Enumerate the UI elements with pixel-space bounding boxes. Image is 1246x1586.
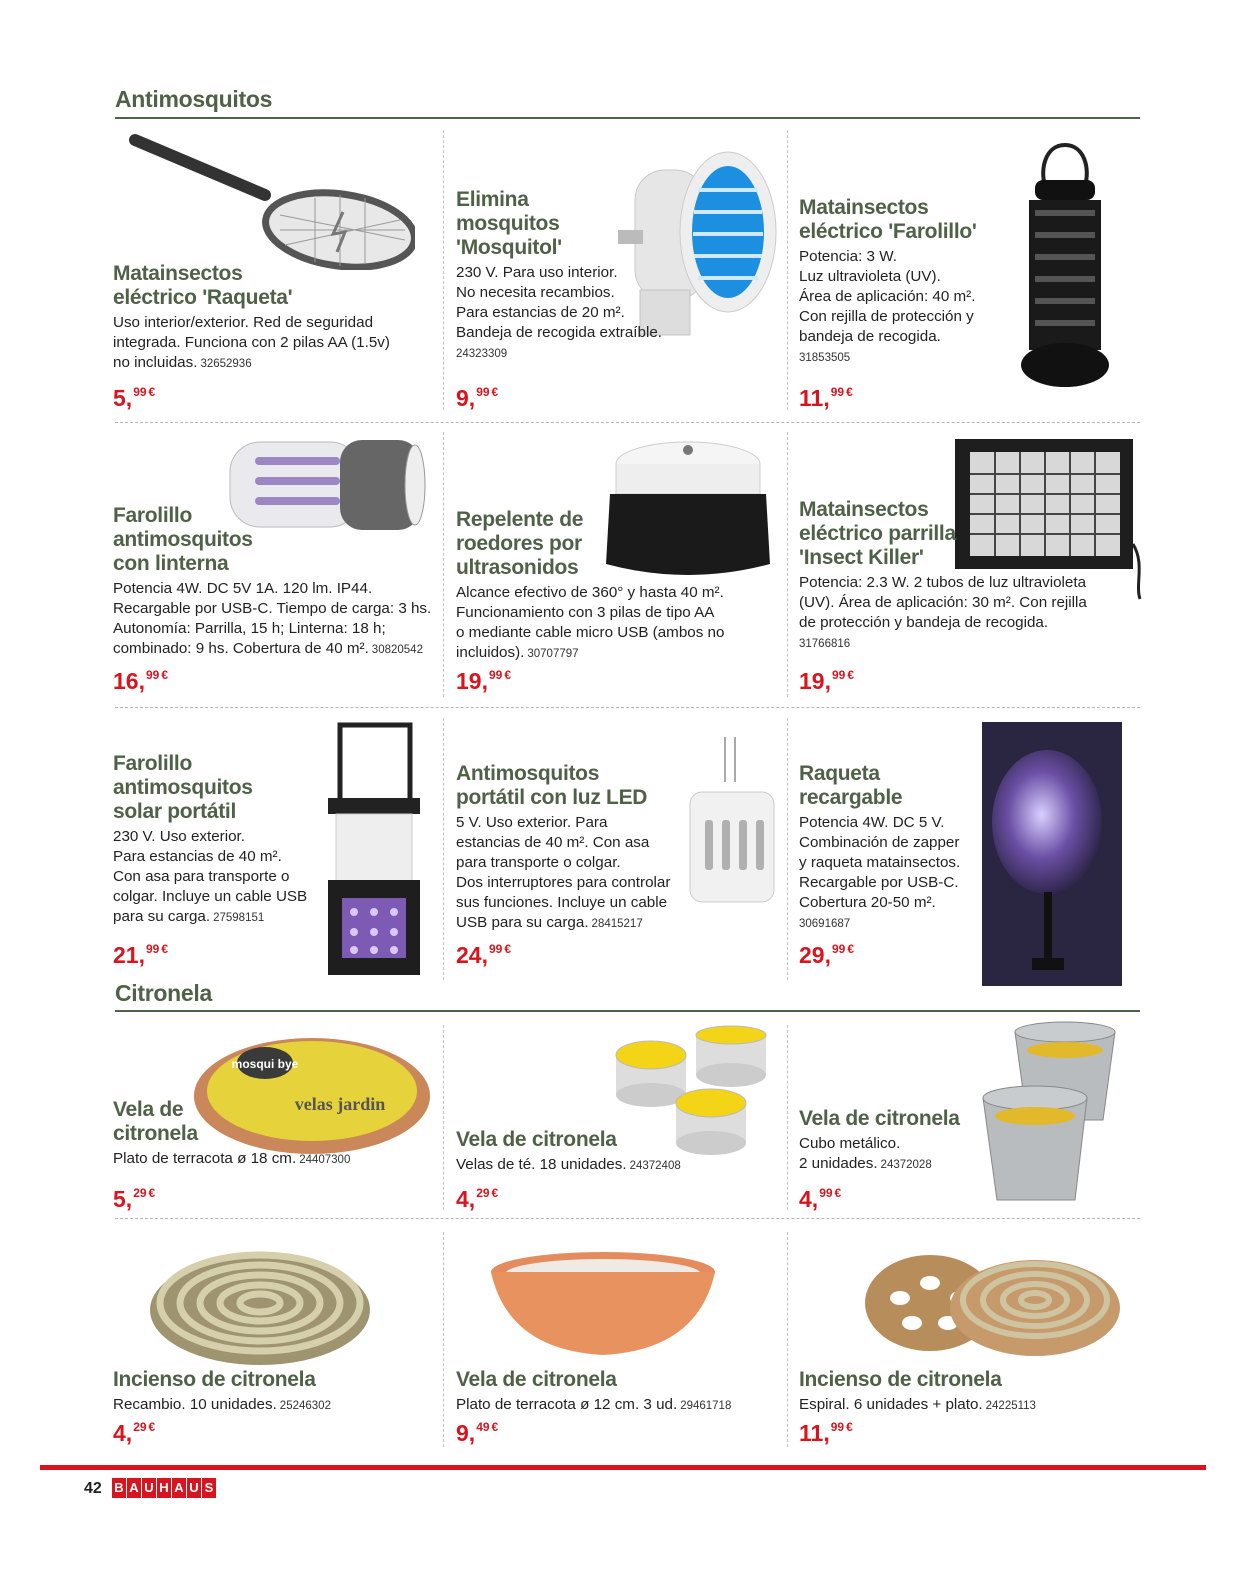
price-p15: 11,99 € xyxy=(799,1420,853,1446)
product-p11[interactable] xyxy=(456,1128,776,1176)
column-divider xyxy=(787,130,788,410)
logo-letter: S xyxy=(202,1478,216,1498)
product-title: Repelente de roedores por ultrasonidos xyxy=(456,508,584,579)
product-title: Farolillo antimosquitos solar portátil xyxy=(113,752,253,823)
logo-letter: A xyxy=(127,1478,141,1498)
price-p7: 21,99 € xyxy=(113,942,169,968)
product-description: 230 V. Para uso interior. No necesita recambios. Para estancias de 20 m². Bandeja de recogida extraíble. xyxy=(456,264,663,341)
price-p4: 16,99 € xyxy=(113,668,169,694)
product-title: Antimosquitos portátil con luz LED xyxy=(456,762,648,809)
candle-plate-brand: mosqui bye xyxy=(231,1057,299,1071)
price-p13: 4,29 € xyxy=(113,1420,156,1446)
row-divider xyxy=(115,707,1140,708)
product-p4[interactable] xyxy=(113,504,443,660)
price-p14: 9,49 € xyxy=(456,1420,499,1446)
product-description: Espiral. 6 unidades + plato. 24225113 xyxy=(799,1396,1036,1413)
product-code: 30820542 xyxy=(371,644,423,656)
product-code: 24372028 xyxy=(880,1159,932,1171)
product-code: 27598151 xyxy=(213,912,265,924)
metal-bucket-candles-image xyxy=(975,1020,1125,1210)
price-p12: 4,99 € xyxy=(799,1186,842,1212)
product-description: Uso interior/exterior. Red de seguridad integrada. Funciona con 2 pilas AA (1.5v) no incluidas. 32652936 xyxy=(113,314,390,371)
price-p11: 4,29 € xyxy=(456,1186,499,1212)
product-code: 29461718 xyxy=(680,1400,732,1412)
product-title: Vela de citronela xyxy=(456,1128,617,1151)
section-rule xyxy=(115,117,1140,119)
product-title: Raqueta recargable xyxy=(799,762,903,809)
price-p3: 11,99 € xyxy=(799,385,853,411)
solar-lantern-image xyxy=(322,720,427,980)
product-p10[interactable] xyxy=(113,1098,433,1170)
logo-letter: U xyxy=(187,1478,201,1498)
product-p15[interactable] xyxy=(799,1368,1119,1416)
product-code: 32652936 xyxy=(200,358,252,370)
product-p7[interactable] xyxy=(113,752,323,928)
column-divider xyxy=(443,130,444,410)
section-rule xyxy=(115,1010,1140,1012)
product-p6[interactable] xyxy=(799,498,1129,650)
product-description: Potencia 4W. DC 5V 1A. 120 lm. IP44. Recargable por USB-C. Tiempo de carga: 3 hs. Autonomía: Parrilla, 15 h; Linterna: 18 h; combinado: 9 hs. Cobertura de 40 m². 30820542 xyxy=(113,580,432,657)
product-p9[interactable] xyxy=(799,762,979,930)
column-divider xyxy=(787,1025,788,1210)
product-description: Velas de té. 18 unidades. 24372408 xyxy=(456,1156,681,1173)
price-p1: 5,99 € xyxy=(113,385,156,411)
product-code: 31853505 xyxy=(799,352,851,364)
product-p5[interactable] xyxy=(456,508,786,664)
price-p5: 19,99 € xyxy=(456,668,512,694)
product-description: 5 V. Uso exterior. Para estancias de 40 m². Con asa para transporte o colgar. Dos interruptores para controlar sus funciones. Incluye un cable USB para su carga. 28415217 xyxy=(456,814,671,931)
product-code: 24323309 xyxy=(456,348,508,360)
price-p2: 9,99 € xyxy=(456,385,499,411)
product-code: 30691687 xyxy=(799,918,851,930)
page-number: 42 xyxy=(84,1480,102,1497)
logo-letter: A xyxy=(172,1478,186,1498)
product-description: Alcance efectivo de 360° y hasta 40 m². Funcionamiento con 3 pilas de tipo AA o mediante cable micro USB (ambos no incluidos). 30707797 xyxy=(456,584,725,661)
product-title: Vela de citronela xyxy=(456,1368,617,1391)
price-p10: 5,29 € xyxy=(113,1186,156,1212)
product-title: Vela de citronela xyxy=(113,1098,198,1145)
product-code: 30707797 xyxy=(527,648,579,660)
column-divider xyxy=(787,432,788,697)
product-code: 24407300 xyxy=(299,1154,351,1166)
product-description: Recambio. 10 unidades. 25246302 xyxy=(113,1396,331,1413)
product-code: 24225113 xyxy=(985,1400,1036,1412)
logo-letter: H xyxy=(157,1478,171,1498)
rechargeable-racket-image xyxy=(982,722,1122,986)
logo-letter: B xyxy=(112,1478,126,1498)
product-code: 31766816 xyxy=(799,638,851,650)
product-code: 28415217 xyxy=(591,918,643,930)
product-p14[interactable] xyxy=(456,1368,786,1416)
column-divider xyxy=(443,1025,444,1210)
product-title: Incienso de citronela xyxy=(799,1368,1002,1391)
racket-image xyxy=(115,130,415,270)
product-title: Farolillo antimosquitos con linterna xyxy=(113,504,253,575)
column-divider xyxy=(443,1232,444,1447)
terracotta-bowl-candle-image xyxy=(488,1250,718,1360)
column-divider xyxy=(443,432,444,697)
column-divider xyxy=(787,1232,788,1447)
price-p9: 29,99 € xyxy=(799,942,855,968)
product-title: Elimina mosquitos 'Mosquitol' xyxy=(456,188,562,259)
product-p2[interactable] xyxy=(456,188,696,360)
section-title-antimosquitos: Antimosquitos xyxy=(115,86,273,112)
product-description: Potencia: 2.3 W. 2 tubos de luz ultravioleta (UV). Área de aplicación: 30 m². Con rejilla de protección y bandeja de recogida. xyxy=(799,574,1087,631)
row-divider xyxy=(115,422,1140,423)
product-title: Incienso de citronela xyxy=(113,1368,316,1391)
product-p1[interactable] xyxy=(113,262,433,374)
column-divider xyxy=(443,718,444,980)
product-description: 230 V. Uso exterior. Para estancias de 40 m². Con asa para transporte o colgar. Incluye un cable USB para su carga. 27598151 xyxy=(113,828,308,925)
product-description: Plato de terracota ø 12 cm. 3 ud. 29461718 xyxy=(456,1396,732,1413)
logo-letter: U xyxy=(142,1478,156,1498)
product-title: Matainsectos eléctrico 'Raqueta' xyxy=(113,262,293,309)
product-description: Plato de terracota ø 18 cm. 24407300 xyxy=(113,1150,351,1167)
price-p8: 24,99 € xyxy=(456,942,512,968)
incense-with-plate-image xyxy=(860,1238,1125,1363)
product-description: Potencia 4W. DC 5 V. Combinación de zapper y raqueta matainsectos. Recargable por USB-C. Cobertura 20-50 m². xyxy=(799,814,961,911)
product-code: 24372408 xyxy=(629,1160,681,1172)
product-title: Matainsectos eléctrico 'Farolillo' xyxy=(799,196,977,243)
candle-plate-text: velas jardin xyxy=(294,1094,386,1114)
footer-bar xyxy=(40,1465,1206,1470)
section-title-citronela: Citronela xyxy=(115,980,212,1006)
product-code: 25246302 xyxy=(279,1400,331,1412)
product-description: Potencia: 3 W. Luz ultravioleta (UV). Área de aplicación: 40 m². Con rejilla de protección y bandeja de recogida. xyxy=(799,248,976,345)
product-title: Vela de citronela xyxy=(799,1107,960,1130)
product-p13[interactable] xyxy=(113,1368,433,1416)
product-p8[interactable] xyxy=(456,762,696,934)
bauhaus-logo xyxy=(112,1478,216,1500)
price-p6: 19,99 € xyxy=(799,668,855,694)
incense-coil-image xyxy=(145,1238,375,1368)
product-description: Cubo metálico. 2 unidades. 24372028 xyxy=(799,1135,932,1172)
column-divider xyxy=(787,718,788,980)
product-p3[interactable] xyxy=(799,196,1039,364)
product-title: Matainsectos eléctrico parrilla 'Insect Killer' xyxy=(799,498,956,569)
product-p12[interactable] xyxy=(799,1107,979,1175)
row-divider xyxy=(115,1218,1140,1219)
